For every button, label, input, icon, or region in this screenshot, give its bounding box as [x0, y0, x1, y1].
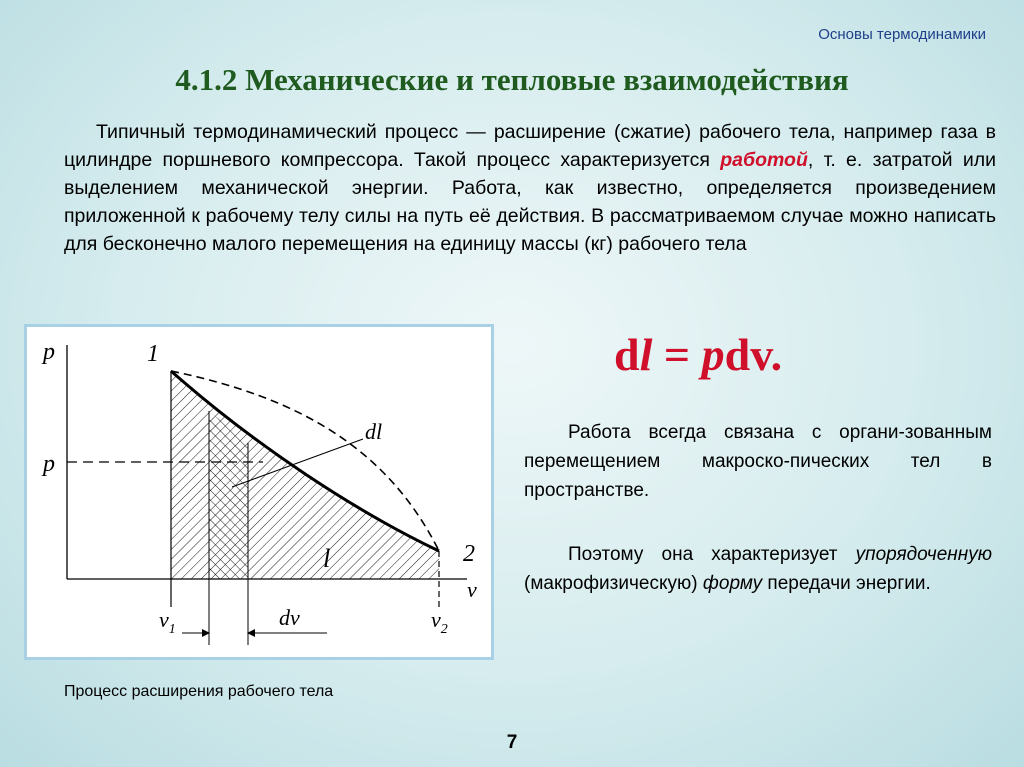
formula-eq: = — [652, 329, 702, 380]
slide-title: 4.1.2 Механические и тепловые взаимодействия — [175, 62, 849, 97]
p-tick-label: p — [43, 451, 55, 477]
formula-v: v — [750, 329, 771, 380]
section-label: Основы термодинамики — [818, 26, 986, 43]
point-2-label: 2 — [463, 541, 475, 567]
v2-main: v — [431, 607, 441, 632]
energy-form-paragraph — [524, 540, 992, 598]
work-formula — [614, 328, 782, 381]
dl-label — [365, 419, 382, 444]
dv-label: dv — [279, 605, 300, 630]
para2-text-2: (макрофизическую) — [524, 573, 703, 594]
axis-v-label: v — [467, 577, 477, 602]
formula-l: l — [639, 329, 653, 380]
work-paragraph: Работа всегда связана с органи-зованным перемещением макроско-пических тел в пространстве. — [524, 422, 992, 501]
para2-italic-1: упорядоченную — [855, 544, 992, 565]
formula-d2: d — [724, 329, 751, 380]
v2-sub: 2 — [440, 622, 448, 637]
para2-italic-2: форму — [702, 573, 763, 594]
highlight-work: работой — [720, 149, 808, 171]
v1-label — [159, 607, 176, 637]
v2-label — [431, 607, 448, 637]
axis-p-label: p — [43, 339, 55, 365]
page-number: 7 — [506, 732, 518, 753]
l-label: l — [323, 544, 331, 573]
intro-text-1: Типичный термодинамический процесс — расширение (сжатие) рабочего тела, например газа в цилиндре поршневого компрессора. Такой процесс характеризуется — [64, 121, 996, 171]
para2-text-3: передачи энергии. — [762, 573, 931, 594]
point-1-label: 1 — [147, 341, 159, 367]
pv-diagram-svg — [27, 327, 491, 657]
figure-caption: Процесс расширения рабочего тела — [64, 683, 334, 700]
pv-diagram — [24, 324, 494, 660]
intro-paragraph — [64, 118, 996, 258]
dl-label-text: dl — [365, 419, 383, 444]
v1-sub: 1 — [168, 622, 176, 637]
formula-d1: d — [614, 329, 640, 380]
formula-p: p — [701, 329, 725, 380]
para2-text-1: Поэтому она характеризует — [568, 544, 856, 565]
v1-main: v — [159, 607, 169, 632]
intro-text-2: , т. е. затратой или выделением механической энергии. Работа, как известно, определяется произведением приложенной к рабочему телу силы на путь её действия. В рассматриваемом случае можно написать для бесконечно малого перемещения на единицу массы (кг) рабочего тела — [64, 149, 996, 255]
formula-dot: . — [770, 329, 783, 380]
